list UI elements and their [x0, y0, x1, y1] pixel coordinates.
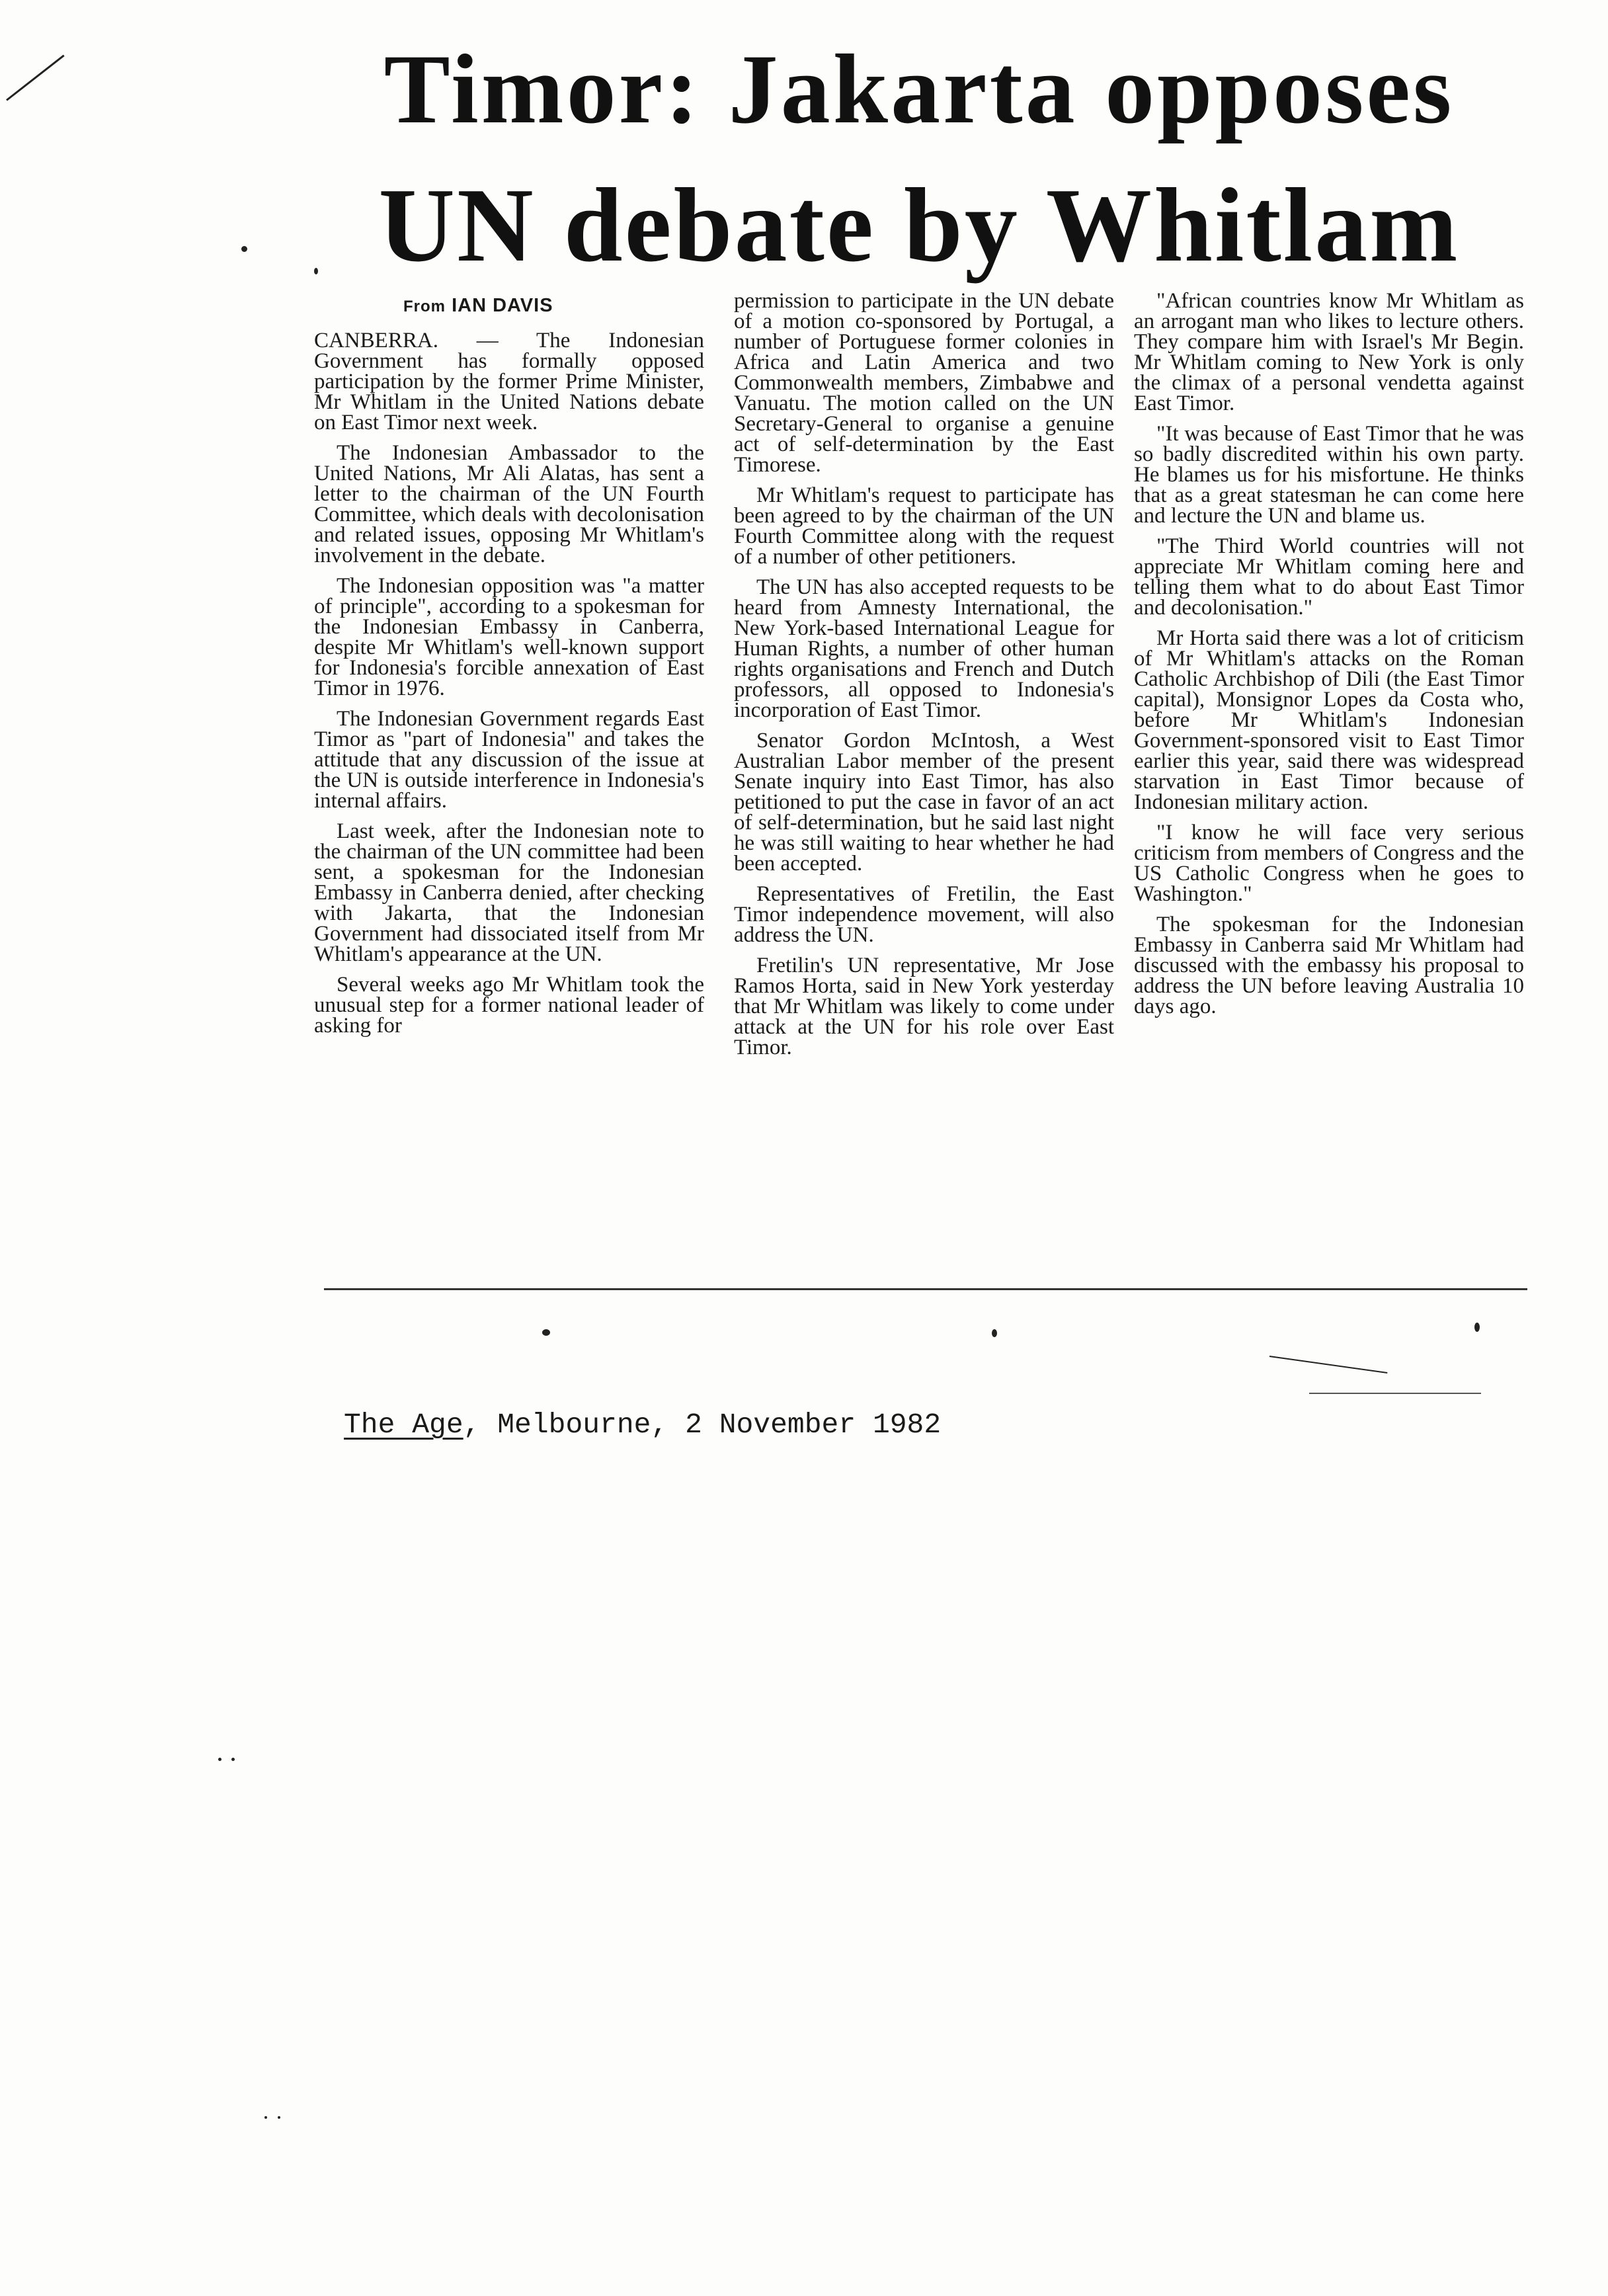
column2-paragraph: Fretilin's UN representative, Mr Jose Ramos Horta, said in New York yesterday that Mr Whitlam was likely to come under attack at the UN for his role over East Timor.	[734, 954, 1114, 1059]
column2-paragraph: Representatives of Fretilin, the East Timor independence movement, will also address the UN.	[734, 882, 1114, 947]
column1-paragraph: CANBERRA. — The Indonesian Government has formally opposed participation by the former Prime Minister, Mr Whitlam in the United Nations debate on East Timor next week.	[314, 329, 704, 434]
scan-speck	[231, 1758, 235, 1761]
column1-paragraph: Last week, after the Indonesian note to the chairman of the UN committee had been sent, a spokesman for the Indonesian Embassy in Canberra denied, after checking with Jakarta, that the Indonesian Government had dissociated itself from Mr Whitlam's appearance at the UN.	[314, 819, 704, 966]
scan-speck	[264, 2116, 267, 2119]
source-caption	[344, 1409, 941, 1441]
column3-paragraph: "The Third World countries will not appreciate Mr Whitlam coming here and telling them what to do about East Timor and decolonisation."	[1134, 534, 1524, 620]
column3-paragraph: "I know he will face very serious criticism from members of Congress and the US Catholic Congress when he goes to Washington."	[1134, 821, 1524, 906]
source-place-date: , Melbourne, 2 November 1982	[463, 1409, 942, 1441]
headline-line-1: Timor: Jakarta opposes	[383, 34, 1455, 144]
scan-mark	[1269, 1356, 1388, 1374]
scan-speck	[1474, 1323, 1480, 1332]
column1-paragraph: The Indonesian Ambassador to the United Nations, Mr Ali Alatas, has sent a letter to the chairman of the UN Fourth Committee, which deals with decolonisation and related issues, opposing Mr Whitlam's involvement in the debate.	[314, 441, 704, 567]
scan-speck	[992, 1329, 997, 1337]
article-column-1	[314, 331, 704, 1046]
column1-paragraph: The Indonesian opposition was "a matter of principle", according to a spokesman for the Indonesian Embassy in Canberra, despite Mr Whitlam's well-known support for Indonesia's forcible annexation of East Timor in 1976.	[314, 574, 704, 700]
column3-paragraph: Mr Horta said there was a lot of criticism of Mr Whitlam's attacks on the Roman Catholic Archbishop of Dili (the East Timor capital), Monsignor Lopes da Costa who, before Mr Whitlam's Indonesian Government-sponsored visit to East Timor earlier this year, said there was widespread starvation in East Timor because of Indonesian military action.	[1134, 626, 1524, 814]
column2-paragraph: Mr Whitlam's request to participate has been agreed to by the chairman of the UN Fourth Committee along with the request of a number of other petitioners.	[734, 483, 1114, 569]
byline-prefix: From	[403, 298, 446, 315]
column3-paragraph: "African countries know Mr Whitlam as an arrogant man who likes to lecture others. They compare him with Israel's Mr Begin. Mr Whitlam coming to New York is only the climax of a personal vendetta against East Timor.	[1134, 289, 1524, 415]
scan-speck	[218, 1758, 221, 1761]
article-column-3	[1134, 291, 1524, 1027]
column1-paragraph: Several weeks ago Mr Whitlam took the unusual step for a former national leader of asking for	[314, 973, 704, 1038]
column2-paragraph: Senator Gordon McIntosh, a West Australian Labor member of the present Senate inquiry into East Timor, has also petitioned to put the case in favor of an act of self-determination, but he said last night he was still waiting to hear whether he had been accepted.	[734, 729, 1114, 876]
article-column-2	[734, 291, 1114, 1068]
scan-speck	[278, 2116, 280, 2119]
column3-paragraph: "It was because of East Timor that he was so badly discredited within his own party. He blames us for his misfortune. He thinks that as a great statesman he can come here and lecture the UN and blame us.	[1134, 422, 1524, 528]
column1-paragraph: The Indonesian Government regards East Timor as "part of Indonesia" and takes the attitude that any discussion of the issue at the UN is outside interference in Indonesia's internal affairs.	[314, 707, 704, 813]
column2-paragraph: The UN has also accepted requests to be heard from Amnesty International, the New York-based International League for Human Rights, a number of other human rights organisations and French and Dutch professors, all opposed to Indonesia's incorporation of East Timor.	[734, 575, 1114, 722]
column2-paragraph: permission to participate in the UN debate of a motion co-sponsored by Portugal, a number of Portuguese former colonies in Africa and Latin America and two Commonwealth members, Zimbabwe and Vanuatu. The motion called on the UN Secretary-General to organise a genuine act of self-determination by the East Timorese.	[734, 289, 1114, 477]
clipping-bottom-rule-trail	[1309, 1393, 1481, 1394]
scan-speck	[542, 1329, 550, 1336]
byline	[403, 295, 553, 317]
source-paper-name: The Age	[344, 1409, 463, 1441]
scan-mark	[6, 55, 65, 101]
scan-speck	[241, 246, 247, 252]
clipping-bottom-rule	[324, 1288, 1527, 1290]
column3-paragraph: The spokesman for the Indonesian Embassy in Canberra said Mr Whitlam had discussed with the embassy his proposal to address the UN before leaving Australia 10 days ago.	[1134, 913, 1524, 1018]
byline-name: IAN DAVIS	[452, 295, 553, 316]
headline-line-2: UN debate by Whitlam	[378, 166, 1460, 284]
